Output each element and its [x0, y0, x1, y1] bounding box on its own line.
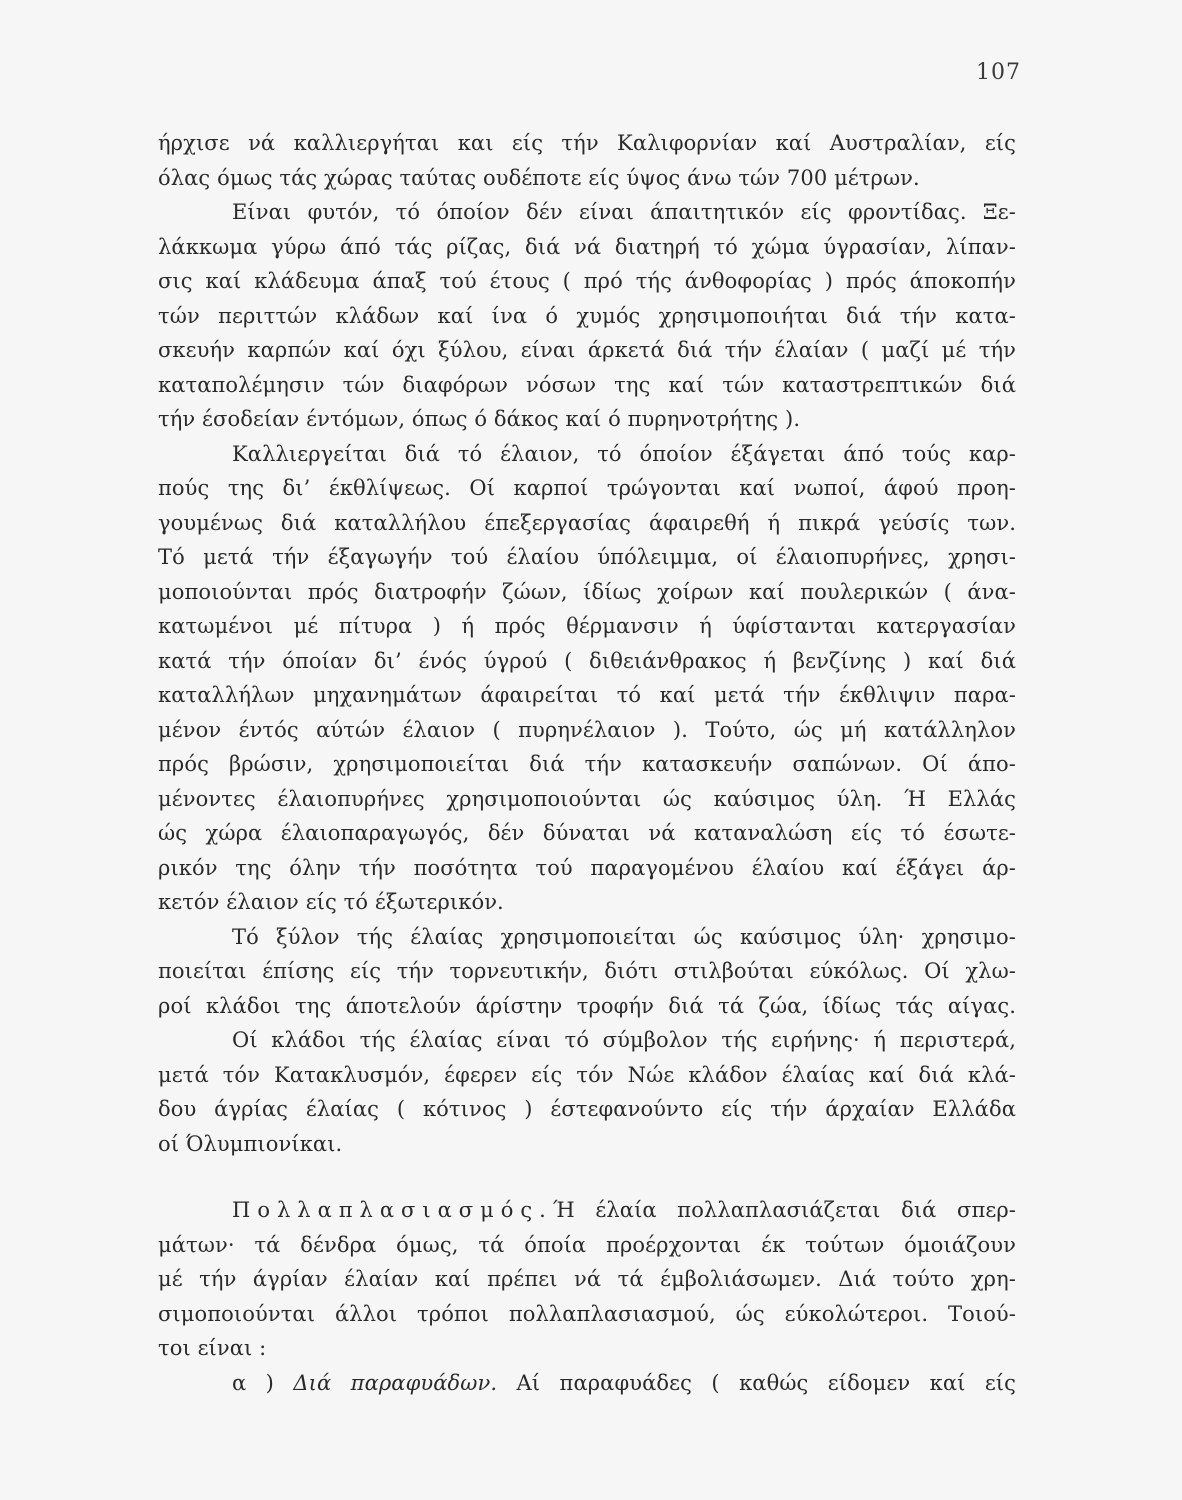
section-first-line-text: Ή έλαία πολλαπλασιάζεται διά σπερ- — [552, 1198, 1016, 1222]
text-line: οί Όλυμπιονίκαι. — [158, 1131, 343, 1156]
text-line: μοποιούνται πρός διατροφήν ζώων, ίδίως χοίρων καί πουλερικών ( άνα- — [158, 579, 1016, 604]
text-line: Καλλιεργείται διά τό έλαιον, τό όποίον έξάγεται άπό τούς καρ- — [232, 441, 1016, 466]
text-line: τοι είναι : — [158, 1336, 267, 1360]
list-item-text: Αί παραφυάδες ( καθώς είδομεν καί είς — [516, 1370, 1016, 1395]
paragraph-4 — [158, 920, 1016, 1024]
paragraph-5 — [158, 1023, 1016, 1161]
text-line: Τό ξύλον τής έλαίας χρησιμοποιείται ώς καύσιμος ύλη· χρησιμο- — [232, 924, 1016, 949]
text-line: πρός βρώσιν, χρησιμοποιείται διά τήν κατασκευήν σαπώνων. Οί άπο- — [158, 752, 1016, 776]
text-line: γουμένως διά καταλλήλου έπεξεργασίας άφαιρεθή ή πικρά γεύσίς των. — [158, 510, 1016, 535]
text-line: μετά τόν Κατακλυσμόν, έφερεν είς τόν Νώε κλάδον έλαίας καί διά κλά- — [158, 1062, 1016, 1087]
text-line: Τό μετά τήν έξαγωγήν τού έλαίου ύπόλειμμα, οί έλαιοπυρήνες, χρησι- — [158, 545, 1016, 569]
paragraph-2 — [158, 195, 1016, 437]
text-line: πούς της δι’ έκθλίψεως. Οί καρποί τρώγονται καί νωποί, άφού προη- — [158, 476, 1016, 500]
list-item-a — [158, 1366, 1016, 1401]
text-line: ροί κλάδοι της άποτελούν άρίστην τροφήν διά τά ζώα, ίδίως τάς αίγας. — [158, 993, 1016, 1018]
text-line: σιμοποιούνται άλλοι τρόποι πολλαπλασιασμού, ώς εύκολώτεροι. Τοιού- — [158, 1301, 1016, 1326]
text-line: καταπολέμησιν τών διαφόρων νόσων της καί τών καταστρεπτικών διά — [158, 372, 1016, 397]
text-line: κατά τήν όποίαν δι’ ένός ύγρού ( διθειάνθρακος ή βενζίνης ) καί διά — [158, 648, 1016, 673]
text-line: μάτων· τά δένδρα όμως, τά όποία προέρχονται έκ τούτων όμοιάζουν — [158, 1232, 1016, 1257]
body-text — [158, 126, 1016, 1400]
text-line: τών περιττών κλάδων καί ίνα ό χυμός χρησιμοποιήται διά τήν κατα- — [158, 303, 1016, 328]
text-line: κατωμένοι μέ πίτυρα ) ή πρός θέρμανσιν ή ύφίστανται κατεργασίαν — [158, 614, 1016, 638]
propagation-section — [158, 1193, 1016, 1400]
section-spacer — [158, 1161, 1016, 1193]
text-line: σις καί κλάδευμα άπαξ τού έτους ( πρό τής άνθοφορίας ) πρός άποκοπήν — [158, 269, 1016, 293]
text-line: καταλλήλων μηχανημάτων άφαιρείται τό καί μετά τήν έκθλιψιν παρα- — [158, 683, 1016, 707]
paragraph-3 — [158, 437, 1016, 920]
text-line: κετόν έλαιον είς τό έξωτερικόν. — [158, 890, 504, 914]
section-heading: Πολλαπλασιασμός. — [232, 1198, 553, 1222]
text-line: σκευήν καρπών καί όχι ξύλου, είναι άρκετά διά τήν έλαίαν ( μαζί μέ τήν — [158, 338, 1016, 362]
text-line: ρικόν της όλην τήν ποσότητα τού παραγομένου έλαίου καί έξάγει άρ- — [158, 855, 1016, 880]
text-line: μέ τήν άγρίαν έλαίαν καί πρέπει νά τά έμβολιάσωμεν. Διά τούτο χρη- — [158, 1267, 1016, 1291]
text-line: Είναι φυτόν, τό όποίον δέν είναι άπαιτητικόν είς φροντίδας. Ξε- — [232, 200, 1016, 224]
list-item-label: α ) — [232, 1370, 274, 1395]
text-line: δου άγρίας έλαίας ( κότινος ) έστεφανούντο είς τήν άρχαίαν Ελλάδα — [158, 1097, 1016, 1121]
text-line: λάκκωμα γύρω άπό τάς ρίζας, διά νά διατηρή τό χώμα ύγρασίαν, λίπαν- — [158, 234, 1016, 259]
section-first-line — [158, 1193, 1016, 1228]
text-line: όλας όμως τάς χώρας ταύτας ουδέποτε είς ύψος άνω τών 700 μέτρων. — [158, 165, 920, 190]
paragraph-1 — [158, 126, 1016, 195]
text-line: ήρχισε νά καλλιεργήται και είς τήν Καλιφορνίαν καί Αυστραλίαν, είς — [158, 131, 1016, 155]
text-line: ώς χώρα έλαιοπαραγωγός, δέν δύναται νά καταναλώση είς τό έσωτε- — [158, 821, 1016, 845]
text-line: Οί κλάδοι τής έλαίας είναι τό σύμβολον τής ειρήνης· ή περιστερά, — [232, 1028, 1016, 1052]
text-line: μένοντες έλαιοπυρήνες χρησιμοποιούνται ώς καύσιμος ύλη. Ή Ελλάς — [158, 786, 1016, 811]
text-line: ποιείται έπίσης είς τήν τορνευτικήν, διότι στιλβούται εύκόλως. Οί χλω- — [158, 959, 1016, 983]
list-item-title: Διά παραφυάδων. — [293, 1370, 498, 1395]
text-line: τήν έσοδείαν έντόμων, όπως ό δάκος καί ό πυρηνοτρήτης ). — [158, 407, 801, 431]
page-number: 107 — [976, 60, 1021, 85]
text-line: μένον έντός αύτών έλαιον ( πυρηνέλαιον ). Τούτο, ώς μή κατάλληλον — [158, 717, 1016, 742]
